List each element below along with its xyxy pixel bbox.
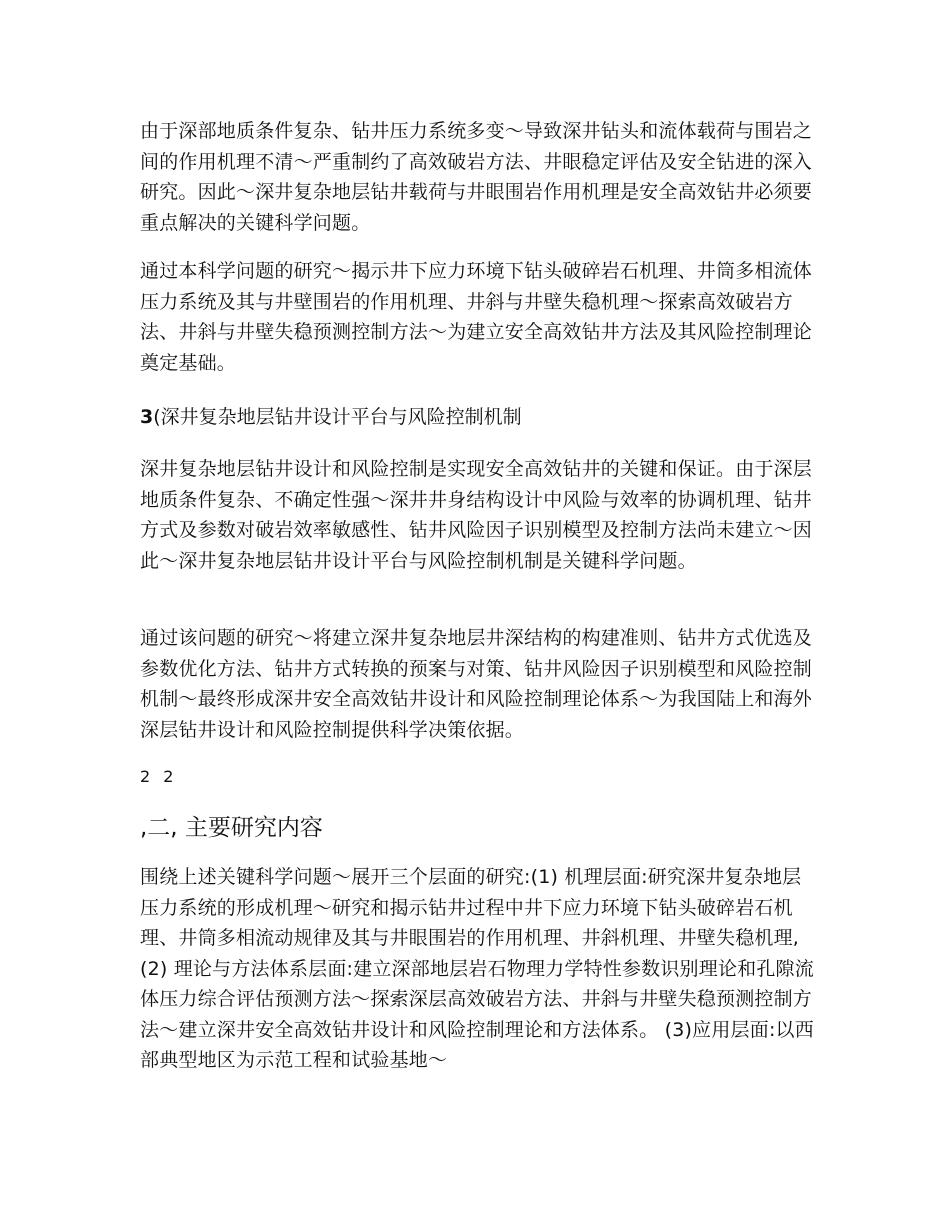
section-title: ,二, 主要研究内容 [140, 815, 323, 841]
page-number: 2 2 [140, 767, 178, 786]
paragraph-research-goal-1: 通过本科学问题的研究～揭示井下应力环境下钻头破碎岩石机理、井筒多相流体压力系统及其与井壁围岩的作用机理、井斜与井壁失稳机理～探索高效破岩方法、井斜与井壁失稳预测控制方法～为建立安全高效钻井方法及其风险控制理论奠定基础。 [140, 260, 813, 374]
paragraph-mechanism-problem: 由于深部地质条件复杂、钻井压力系统多变～导致深井钻头和流体载荷与围岩之间的作用机理不清～严重制约了高效破岩方法、井眼稳定评估及安全钻进的深入研究。因此～深井复杂地层钻井载荷与井眼围岩作用机理是安全高效钻井必须要重点解决的关键科学问题。 [140, 120, 813, 234]
subsection-heading-3 [140, 402, 815, 432]
subsection-title: (深井复杂地层钻井设计平台与风险控制机制 [153, 406, 522, 428]
paragraph-design-platform: 深井复杂地层钻井设计和风险控制是实现安全高效钻井的关键和保证。由于深层地质条件复杂、不确定性强～深井井身结构设计中风险与效率的协调机理、钻井方式及参数对破岩效率敏感性、钻井风险因子识别模型及控制方法尚未建立～因此～深井复杂地层钻井设计平台与风险控制机制是关键科学问题。 [140, 458, 813, 572]
subsection-number: 3 [140, 406, 154, 428]
paragraph-research-goal-2: 通过该问题的研究～将建立深井复杂地层井深结构的构建准则、钻井方式优选及参数优化方法、钻井方式转换的预案与对策、钻井风险因子识别模型和风险控制机制～最终形成深井安全高效钻井设计和风险控制理论体系～为我国陆上和海外深层钻井设计和风险控制提供科学决策依据。 [140, 627, 813, 741]
paragraph-main-content: 围绕上述关键科学问题～展开三个层面的研究:(1) 机理层面:研究深井复杂地层压力系统的形成机理～研究和揭示钻井过程中井下应力环境下钻头破碎岩石机理、井筒多相流动规律及其与井眼围岩的作用机理、井斜机理、井壁失稳机理,(2) 理论与方法体系层面:建立深部地层岩石物理力学特性参数识别理论和孔隙流体压力综合评估预测方法～探索深层高效破岩方法、井斜与井壁失稳预测控制方法～建立深井安全高效钻井设计和风险控制理论和方法体系。 (3)应用层面:以西部典型地区为示范工程和试验基地～ [140, 866, 814, 1071]
